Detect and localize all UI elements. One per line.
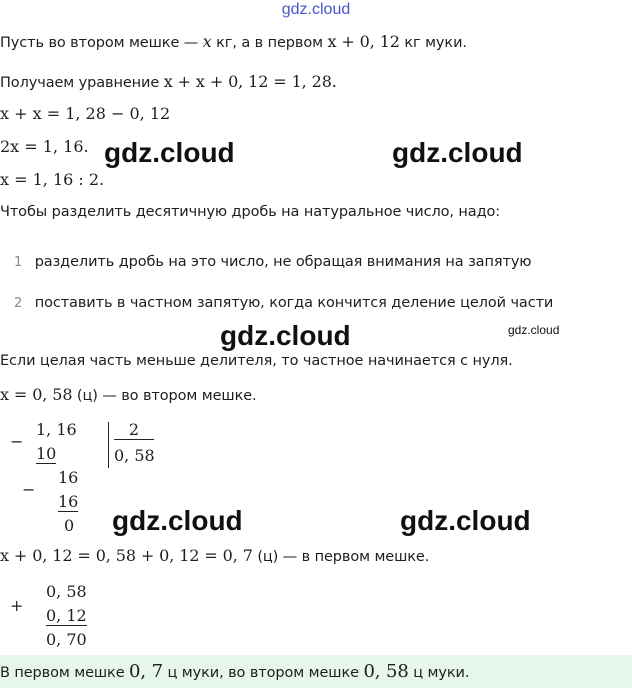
site-logo: gdz.cloud (281, 1, 351, 18)
division-subtrahend-1: 10 (36, 444, 57, 463)
text-part: Получаем уравнение (0, 75, 164, 91)
watermark: gdz.cloud (112, 505, 243, 536)
watermark: gdz.cloud (220, 320, 351, 351)
list-text: разделить дробь на это число, не обращая внимания на запятую (34, 254, 532, 270)
watermark: gdz.cloud (104, 137, 235, 168)
addition-term-1: 0, 58 (46, 582, 87, 601)
list-item (14, 295, 553, 311)
division-minus-2: − (22, 480, 36, 499)
text-part: В первом мешке (0, 665, 130, 681)
addition-sum: 0, 70 (46, 630, 87, 649)
rule-intro: Чтобы разделить десятичную дробь на натуральное число, надо: (0, 204, 501, 220)
result-second-bag (0, 385, 257, 404)
addition-term-2: 0, 12 (46, 606, 87, 625)
division-remainder-1: 16 (58, 468, 79, 487)
equation-step-2: 2x = 1, 16. (0, 137, 89, 156)
division-bar-vertical (108, 422, 109, 468)
division-subtrahend-2: 16 (58, 492, 79, 511)
text-part: (ц) — во втором мешке. (72, 388, 257, 404)
text-part: ц муки. (408, 665, 470, 681)
equation-step-3: x = 1, 16 : 2. (0, 170, 105, 189)
division-divisor: 2 (114, 420, 154, 440)
list-number: 1 (14, 255, 23, 270)
math-expr: x + x + 0, 12 = 1, 28. (163, 72, 337, 91)
math-expr: x + 0, 12 = 0, 58 + 0, 12 = 0, 7 (0, 546, 253, 565)
text-part: ц муки, во втором мешке (163, 665, 364, 681)
math-expr: 0, 7 (129, 661, 163, 682)
problem-statement (0, 32, 467, 51)
text-part: Пусть во втором мешке — (0, 35, 203, 51)
equation-intro (0, 72, 337, 91)
list-text: поставить в частном запятую, когда кончится деление целой части (34, 295, 554, 311)
watermark: gdz.cloud (400, 505, 531, 536)
math-expr: 0, 58 (363, 661, 409, 682)
addition-plus: + (10, 596, 24, 615)
watermark-small: gdz.cloud (508, 323, 560, 337)
answer-box (0, 655, 632, 688)
result-first-bag (0, 546, 429, 565)
list-number: 2 (14, 296, 23, 311)
text-part: кг, а в первом (211, 35, 328, 51)
math-expr: x + 0, 12 (327, 32, 400, 51)
answer-text (0, 661, 469, 682)
text-part: кг муки. (399, 35, 467, 51)
division-dividend: 1, 16 (36, 420, 77, 439)
math-expr: x = 0, 58 (0, 385, 73, 404)
equation-step-1: x + x = 1, 28 − 0, 12 (0, 104, 171, 123)
list-item (14, 254, 531, 270)
watermark: gdz.cloud (392, 137, 523, 168)
text-part: (ц) — в первом мешке. (252, 549, 430, 565)
zero-rule: Если целая часть меньше делителя, то частное начинается с нуля. (0, 353, 513, 369)
division-remainder-final: 0 (64, 516, 75, 535)
division-quotient: 0, 58 (114, 446, 155, 465)
math-var: x (202, 32, 212, 51)
division-minus-1: − (10, 432, 24, 451)
